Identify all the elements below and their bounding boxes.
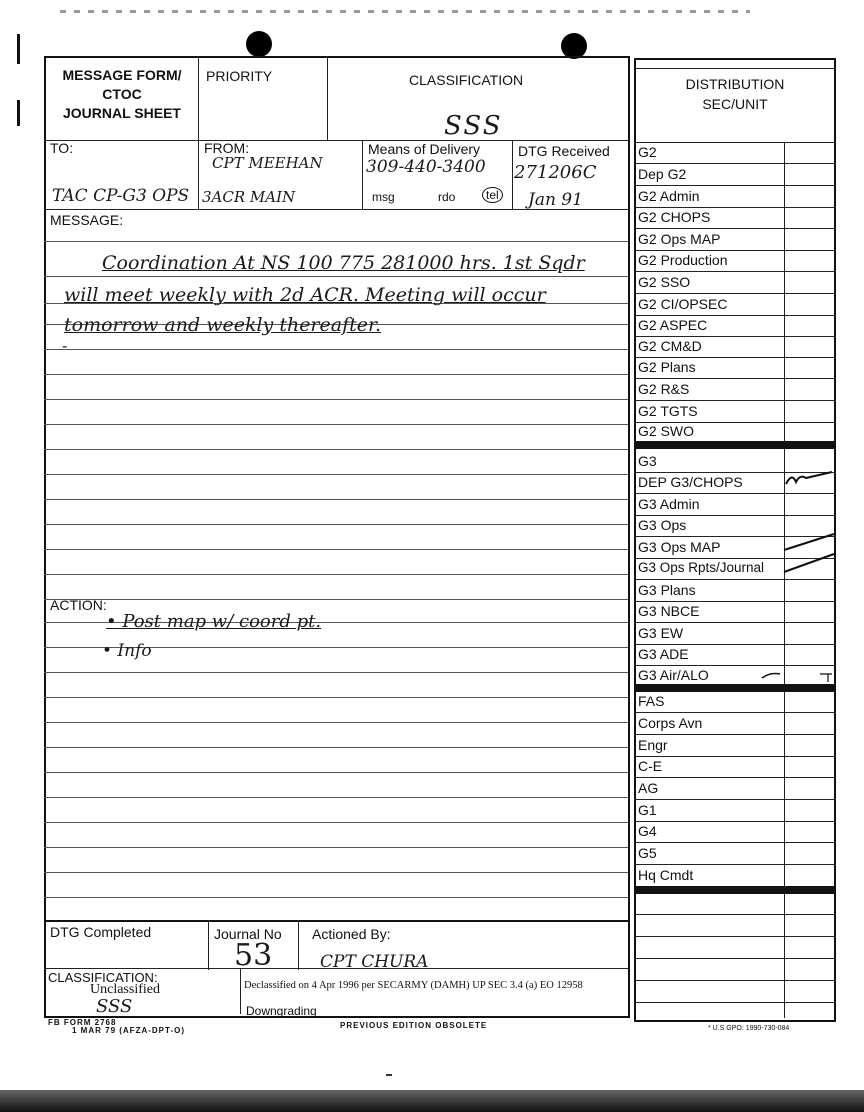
means-of-delivery-label: Means of Delivery bbox=[368, 141, 481, 157]
dist-item-corps-avn: Corps Avn bbox=[638, 715, 703, 731]
distribution-divider-bottom bbox=[634, 886, 836, 894]
dtg-received-month: Jan 91 bbox=[528, 190, 583, 210]
means-phone: 309-440-3400 bbox=[366, 157, 486, 177]
check-mark-g3-ops-rpts bbox=[782, 552, 836, 574]
journal-no-value: 53 bbox=[234, 938, 273, 973]
dist-item-g3: G3 bbox=[638, 453, 657, 469]
distribution-title-line2: SEC/UNIT bbox=[702, 96, 768, 112]
dist-item-g2-aspec: G2 ASPEC bbox=[638, 317, 708, 333]
punch-hole-left bbox=[246, 31, 272, 57]
check-mark-g3-air-alo bbox=[760, 666, 836, 684]
footer-classification-value: SSS bbox=[96, 996, 133, 1017]
distribution-title-line1: DISTRIBUTION bbox=[685, 76, 785, 92]
footer-classification-stamp: Unclassified bbox=[90, 982, 160, 997]
left-margin-mark-2 bbox=[17, 100, 20, 126]
dist-item-g4: G4 bbox=[638, 823, 657, 839]
dist-item-c-e: C-E bbox=[638, 758, 663, 774]
check-mark-dep-g3-chops bbox=[782, 468, 836, 490]
previous-edition-note: PREVIOUS EDITION OBSOLETE bbox=[340, 1021, 488, 1030]
dist-item-g2-ops-map: G2 Ops MAP bbox=[638, 231, 721, 247]
form-number-line2: 1 MAR 79 (AFZA-DPT-O) bbox=[72, 1026, 185, 1035]
action-label: ACTION: bbox=[50, 597, 107, 613]
actioned-by-value: CPT CHURA bbox=[320, 952, 429, 972]
scan-noise-dot bbox=[386, 1074, 392, 1076]
dist-item-g2-tgts: G2 TGTS bbox=[638, 403, 698, 419]
dist-item-ag: AG bbox=[638, 780, 659, 796]
declassified-note: Declassified on 4 Apr 1996 per SECARMY (DAMH) UP SEC 3.4 (a) EO 12958 bbox=[244, 980, 583, 991]
dist-item-g3-ew: G3 EW bbox=[638, 625, 684, 641]
main-form bbox=[44, 56, 628, 1016]
message-line-3: tomorrow and weekly thereafter. bbox=[64, 314, 382, 336]
from-line1: CPT MEEHAN bbox=[212, 154, 323, 172]
dist-item-g2-chops: G2 CHOPS bbox=[638, 209, 711, 225]
dist-item-g2-swo: G2 SWO bbox=[638, 423, 695, 439]
form-number-line1: FB FORM 2768 bbox=[48, 1018, 117, 1027]
footer-classification-label: CLASSIFICATION: bbox=[48, 970, 158, 985]
dist-item-g3-nbce: G3 NBCE bbox=[638, 603, 700, 619]
distribution-panel bbox=[634, 58, 836, 1020]
distribution-divider-g2-g3 bbox=[634, 441, 836, 449]
dist-item-g3-admin: G3 Admin bbox=[638, 496, 700, 512]
dist-item-g2-rs: G2 R&S bbox=[638, 381, 690, 397]
dist-item-g3-ops-rpts-journal: G3 Ops Rpts/Journal bbox=[638, 560, 765, 575]
classification-label: CLASSIFICATION bbox=[409, 72, 524, 88]
message-form-title bbox=[48, 66, 196, 123]
action-line-1: • Post map w/ coord pt. bbox=[106, 611, 322, 632]
distribution-divider-g3-other bbox=[634, 684, 836, 692]
dist-item-g2-plans: G2 Plans bbox=[638, 359, 696, 375]
dist-item-g1: G1 bbox=[638, 802, 657, 818]
classification-value: SSS bbox=[444, 111, 503, 141]
dist-item-g3-air-alo: G3 Air/ALO bbox=[638, 667, 709, 683]
message-line-2: will meet weekly with 2d ACR. Meeting will occur bbox=[64, 284, 546, 306]
dist-item-hq-cmdt: Hq Cmdt bbox=[638, 867, 694, 883]
dist-item-g5: G5 bbox=[638, 845, 657, 861]
to-label: TO: bbox=[50, 140, 74, 156]
gpo-note: * U.S GPO: 1990-730-084 bbox=[708, 1025, 790, 1032]
means-tel: tel bbox=[482, 187, 503, 203]
message-line-1: Coordination At NS 100 775 281000 hrs. 1st Sqdr bbox=[102, 252, 585, 274]
action-line-2: • Info bbox=[102, 641, 152, 661]
dist-item-dep-g2: Dep G2 bbox=[638, 166, 687, 182]
dist-item-g2-ci-opsec: G2 CI/OPSEC bbox=[638, 296, 728, 312]
dist-item-g3-ops: G3 Ops bbox=[638, 517, 687, 533]
message-form-line2: CTOC bbox=[102, 86, 142, 102]
message-form-line1: MESSAGE FORM/ bbox=[62, 67, 182, 83]
dist-item-g3-ade: G3 ADE bbox=[638, 646, 689, 662]
priority-label: PRIORITY bbox=[206, 68, 273, 84]
dist-item-g2-production: G2 Production bbox=[638, 252, 728, 268]
dtg-received-label: DTG Received bbox=[518, 143, 610, 159]
dist-item-g2-admin: G2 Admin bbox=[638, 188, 700, 204]
journal-no-label: Journal No bbox=[214, 926, 282, 942]
from-line2: 3ACR MAIN bbox=[202, 188, 296, 206]
check-mark-g3-ops-map bbox=[782, 530, 836, 552]
to-value: TAC CP-G3 OPS bbox=[52, 186, 190, 206]
distribution-title bbox=[634, 74, 836, 114]
scan-edge-bottom bbox=[0, 1090, 864, 1112]
scan-noise-top bbox=[60, 10, 750, 13]
downgrading-label: Downgrading bbox=[246, 1004, 317, 1018]
means-msg: msg bbox=[372, 190, 395, 204]
dist-item-engr: Engr bbox=[638, 737, 668, 753]
dist-item-dep-g3-chops: DEP G3/CHOPS bbox=[638, 474, 743, 490]
dtg-received-value: 271206C bbox=[514, 162, 597, 183]
means-rdo: rdo bbox=[438, 190, 456, 204]
from-label: FROM: bbox=[204, 140, 250, 156]
left-margin-mark bbox=[17, 34, 20, 64]
dtg-completed-label: DTG Completed bbox=[50, 924, 152, 940]
message-form-line3: JOURNAL SHEET bbox=[63, 105, 181, 121]
message-line-4: - bbox=[62, 336, 68, 355]
dist-item-g3-ops-map: G3 Ops MAP bbox=[638, 539, 721, 555]
dist-item-g2-sso: G2 SSO bbox=[638, 274, 691, 290]
message-label: MESSAGE: bbox=[50, 212, 124, 228]
actioned-by-label: Actioned By: bbox=[312, 926, 391, 942]
dist-item-g3-plans: G3 Plans bbox=[638, 582, 696, 598]
dist-item-fas: FAS bbox=[638, 693, 665, 709]
dist-item-g2-cmd: G2 CM&D bbox=[638, 338, 702, 354]
dist-item-g2: G2 bbox=[638, 144, 657, 160]
